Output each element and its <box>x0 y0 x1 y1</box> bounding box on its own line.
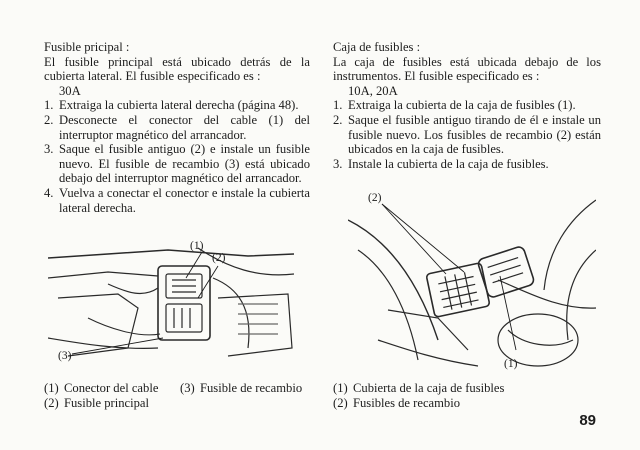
fuse-box-drawing <box>348 190 596 372</box>
legend-row <box>333 381 603 396</box>
legend-num: (1) <box>333 381 348 395</box>
right-step <box>333 113 601 157</box>
starter-relay-drawing <box>48 238 294 368</box>
legend-num: (2) <box>44 395 59 410</box>
step-text: Saque el fusible antiguo (2) e instale un fusible nuevo. El fusible de recambio (3) está ubicado debajo del interruptor magnético del arrancador. <box>59 142 310 186</box>
fuse-box-illustration <box>348 190 596 372</box>
right-step <box>333 157 601 172</box>
legend-num: (3) <box>180 381 195 395</box>
step-text: Extraiga la cubierta de la caja de fusibles (1). <box>348 98 576 113</box>
left-intro: El fusible principal está ubicado detrás de la cubierta lateral. El fusible especificado es : <box>44 54 310 84</box>
legend-num: (1) <box>44 381 59 395</box>
legend-num: (2) <box>333 395 348 410</box>
left-spec: 30A <box>59 83 81 98</box>
step-number: 1. <box>44 98 54 113</box>
left-column <box>44 40 310 215</box>
left-step <box>44 98 310 113</box>
callout-1: (1) <box>190 240 204 252</box>
legend-row <box>44 396 314 411</box>
legend-label: Conector del cable <box>64 381 159 395</box>
left-steps <box>44 98 310 215</box>
callout-2: (2) <box>368 192 382 204</box>
right-intro: La caja de fusibles está ubicada debajo de los instrumentos. El fusible especificado es : <box>333 54 601 84</box>
step-number: 2. <box>333 112 343 127</box>
step-text: Saque el fusible antiguo tirando de él e instale un fusible nuevo. Los fusibles de recambio (2) están ubicados en la caja de fusibles. <box>348 112 601 157</box>
left-step <box>44 142 310 186</box>
callout-3: (3) <box>58 350 72 362</box>
right-legend <box>333 381 603 410</box>
step-number: 2. <box>44 112 54 127</box>
right-step <box>333 98 601 113</box>
right-heading: Caja de fusibles : <box>333 40 421 54</box>
legend-row <box>44 381 314 396</box>
left-step <box>44 113 310 142</box>
right-column <box>333 40 601 171</box>
callout-1: (1) <box>504 358 518 370</box>
step-text: Instale la cubierta de la caja de fusibles. <box>348 156 549 171</box>
legend-label: Fusible de recambio <box>200 381 303 395</box>
legend-label: Fusible principal <box>64 395 149 410</box>
legend-row <box>333 396 603 411</box>
step-number: 3. <box>333 156 343 171</box>
step-number: 1. <box>333 98 343 113</box>
legend-label: Fusibles de recambio <box>353 395 461 410</box>
step-text: Desconecte el conector del cable (1) del interruptor magnético del arrancador. <box>59 112 310 142</box>
step-number: 3. <box>44 142 54 157</box>
left-step <box>44 186 310 215</box>
step-text: Vuelva a conectar el conector e instale la cubierta lateral derecha. <box>59 185 310 215</box>
step-number: 4. <box>44 185 54 200</box>
legend-label: Cubierta de la caja de fusibles <box>353 381 505 395</box>
callout-2: (2) <box>212 252 226 264</box>
right-spec: 10A, 20A <box>348 83 398 98</box>
step-text: Extraiga la cubierta lateral derecha (página 48). <box>59 98 299 113</box>
starter-relay-illustration <box>48 238 294 368</box>
page-number: 89 <box>579 412 596 429</box>
right-steps <box>333 98 601 171</box>
left-legend <box>44 381 314 410</box>
left-heading: Fusible pricipal : <box>44 40 130 54</box>
